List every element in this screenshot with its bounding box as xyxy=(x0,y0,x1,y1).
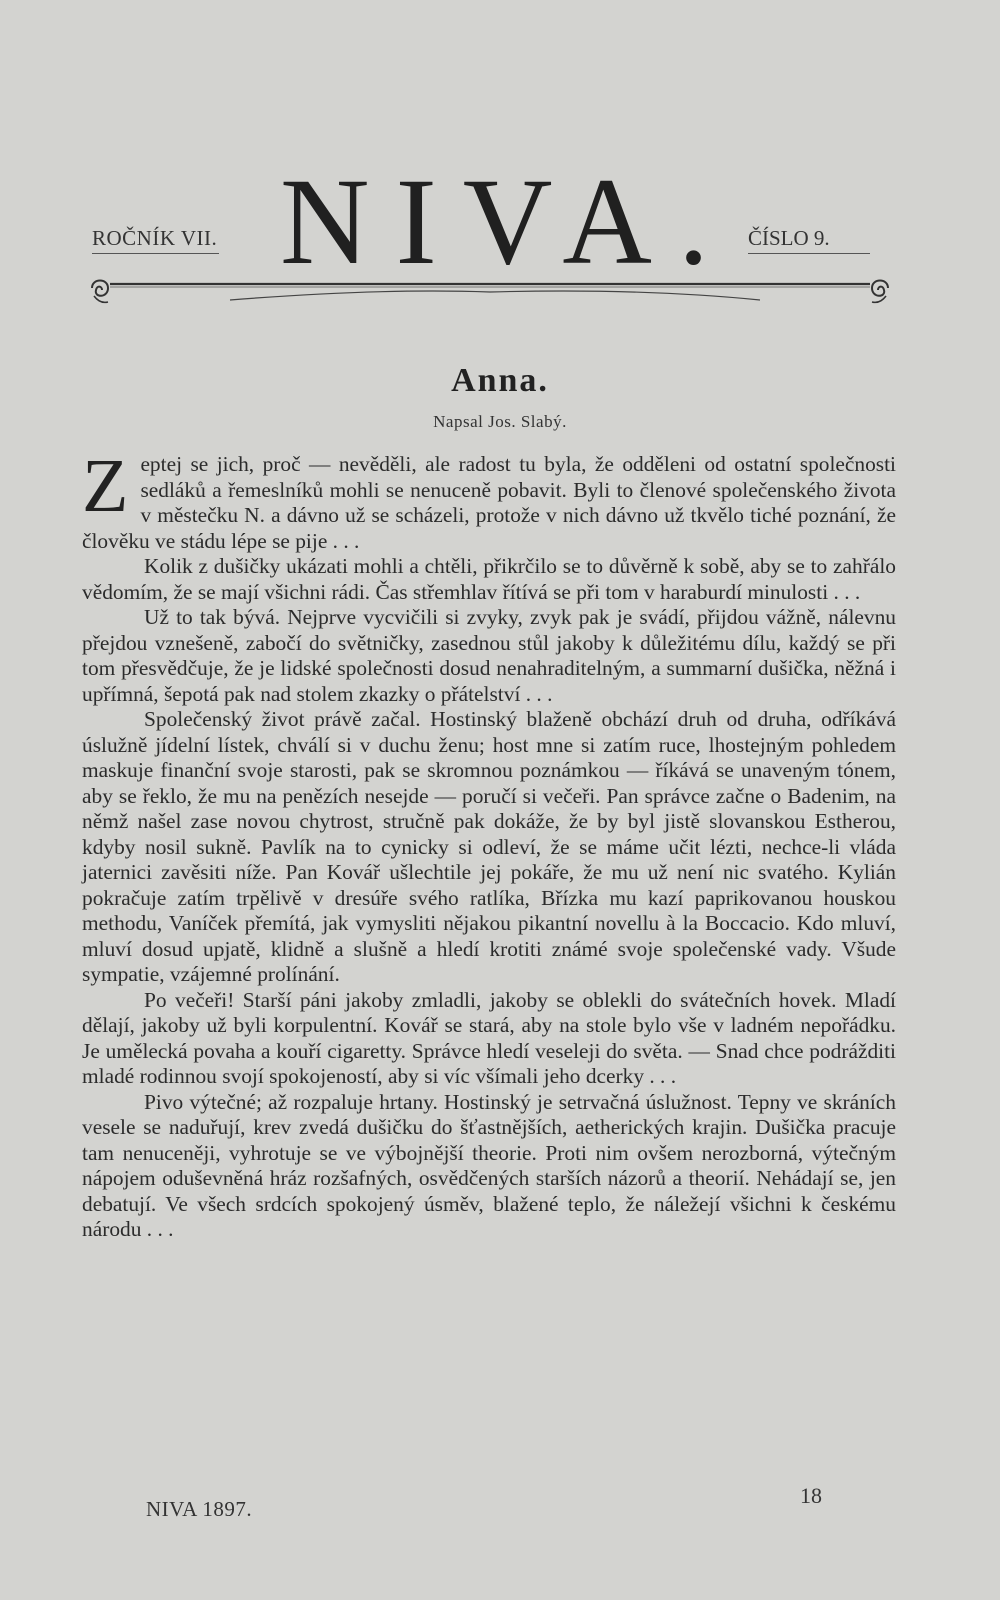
volume-label: ROČNÍK VII. xyxy=(92,226,219,254)
paragraph: Kolik z dušičky ukázati mohli a chtěli, přikrčilo se to důvěrně k sobě, aby se to zahřálo vědomím, že se mají všichni rádi. Čas střemhlav řítívá se při tom v haraburdí minulosti . . . xyxy=(82,554,896,604)
masthead xyxy=(80,153,900,300)
byline: Napsal Jos. Slabý. xyxy=(433,412,567,431)
paragraph xyxy=(82,444,896,554)
page-number: 18 xyxy=(800,1483,822,1508)
issue-label: ČÍSLO 9. xyxy=(748,226,870,254)
paragraph: Po večeři! Starší páni jakoby zmladli, jakoby se oblekli do svátečních hovek. Mladí dělají, jakoby už byli korpulentní. Kovář se stará, aby na stole bylo vše v ladném nepořádku. Je umělecká povaha a kouří cigaretty. Správce hledí veseleji do světa. — Snad chce podrážditi mladé rodinnou svojí spokojeností, aby si víc všímali jeho dcerky . . . xyxy=(82,987,896,1088)
paragraph: Už to tak bývá. Nejprve vycvičili si zvyky, zvyk pak je svádí, přijdou vážně, nálevnu přejdou vznešeně, zabočí do světničky, zasednou stůl jakoby k důležitému dílu, každý se při tom přesvědčuje, že je lidské společnosti dosud nenahraditelným, a summarní dušička, něžná i upřímná, šepotá pak nad stolem zkazky o přátelství . . . xyxy=(82,605,896,706)
article-title: Anna. xyxy=(451,362,549,399)
paragraph: Společenský život právě začal. Hostinský blaženě obchází druh od druha, odříkává úslužně jídelní lístek, chválí si v duchu ženu; host mne si zatím ruce, lhostejným pohledem maskuje finanční svoje starosti, pak se skromnou poznámkou — říkává se unaveným tónem, aby se řeklo, že mu na penězích nesejde — poručí si večeři. Pan správce začne o Badenim, na němž našel zase novou chytrost, stručně pak dokáže, že by byl jistě slovanskou Estherou, kdyby nosil sukně. Pavlík na to cynicky si odleví, že se máme učit lézti, nechce-li vláda jaternici zavěsiti níže. Pan Kovář ušlechtile jej pokáře, že mu už není nic svatého. Kylián pokračuje zatím trpělivě v dresúře svého ratlíka, Břízka mu kazí paprikovanou houskou methodu, Vaníček přemítá, jak vymysliti nějakou pikantní novellu à la Boccacio. Kdo mluví, mluví dosud upjatě, klidně a slušně a hledí krotiti známé svoje společenské vady. Všude sympatie, vzájemné prolínání. xyxy=(82,707,896,986)
drop-cap: Z xyxy=(82,444,129,528)
article-body xyxy=(82,444,896,1243)
paragraph-text: eptej se jich, proč — nevěděli, ale radost tu byla, že odděleni od ostatní společnosti sedláků a řemeslníků mohli se nenuceně pobavit. Byli to členové společenského života v městečku N. a dávno už se scházeli, protože v nich dávno už tkvělo tiché poznání, že člověku ve stádu lépe se pije . . . xyxy=(82,452,896,553)
paragraph: Pivo výtečné; až rozpaluje hrtany. Hostinský je setrvačná úslužnost. Tepny ve skráních vesele se naduřují, krev zvedá dušičku do šťastnějších, aetherických krajin. Dušička pracuje tam nenuceněji, vyhrotuje se ve výbojnější theorie. Proti nim ovšem nerozborná, výtečným nápojem oduševněná hráz rozšafných, osvědčených starších názorů a theorií. Nehádají se, jen debatují. Ve všech srdcích spokojený úsměv, blažené teplo, že náležejí všichni k českému národu . . . xyxy=(82,1089,896,1241)
ornament-rule xyxy=(80,274,900,314)
journal-title: NIVA. xyxy=(280,153,735,290)
footer-journal-year: NIVA 1897. xyxy=(146,1497,253,1521)
